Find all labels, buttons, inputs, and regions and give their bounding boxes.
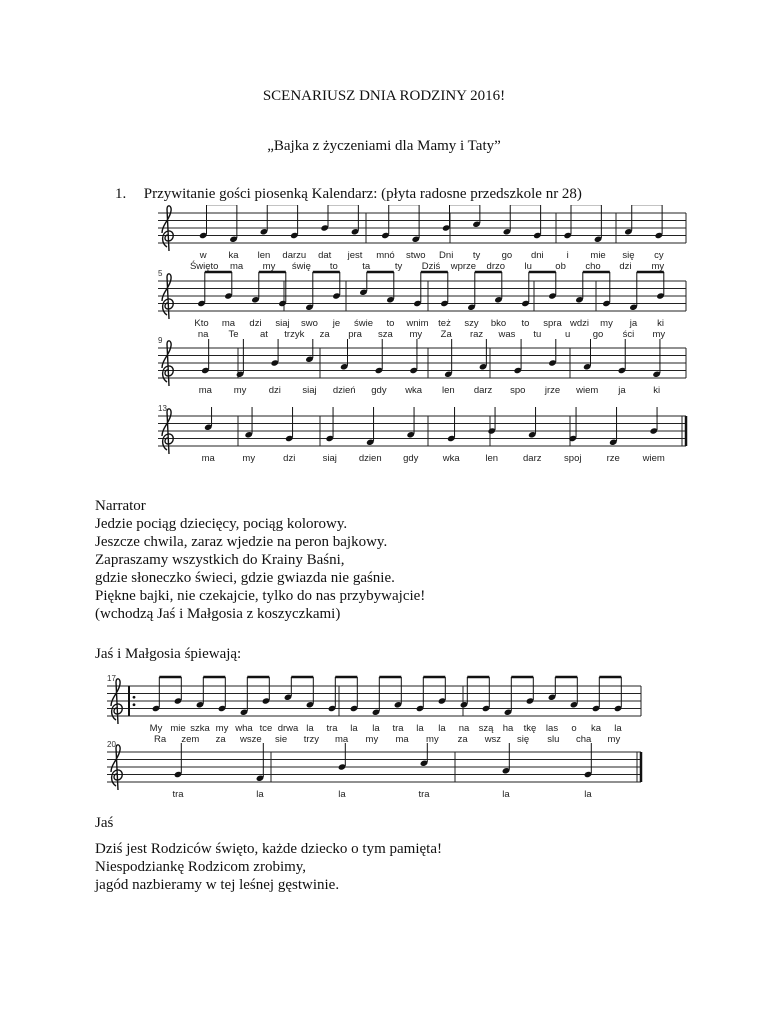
lyric-syllable: wiem (576, 385, 599, 396)
lyric-syllable: la (350, 723, 358, 734)
lyric-syllable: wsze (240, 734, 262, 745)
lyric-syllable: za (457, 734, 468, 745)
lyric-syllable: la (502, 789, 510, 800)
lyric-syllable: at (259, 329, 268, 340)
lyric-syllable: mnó (376, 250, 395, 261)
lyric-syllable: was (498, 329, 516, 340)
lyric-syllable: go (592, 329, 604, 340)
lyric-syllable: wsz (484, 734, 502, 745)
lyric-syllable: tkę (523, 723, 537, 734)
lyric-syllable: la (306, 723, 314, 734)
lyric-syllable: w (199, 250, 207, 261)
lyric-syllable: drwa (277, 723, 299, 734)
lyric-syllable: siaj (275, 318, 290, 329)
song-intro: Jaś i Małgosia śpiewają: (95, 646, 242, 662)
measure-number: 13 (158, 404, 167, 413)
lyric-syllable: tu (533, 329, 542, 340)
measure-number: 5 (158, 269, 163, 278)
lyric-syllable: len (485, 453, 499, 464)
lyric-syllable: ki (653, 385, 661, 396)
lyric-syllable: u (565, 329, 571, 340)
sheet-music-kalendarz (138, 205, 710, 467)
lyric-syllable: ka (590, 723, 602, 734)
narrator-speaker: Narrator (95, 498, 146, 514)
lyric-syllable: my (409, 329, 423, 340)
lyric-syllable: la (584, 789, 592, 800)
repeat-dot (133, 696, 136, 699)
lyric-syllable: swo (301, 318, 318, 329)
lyric-syllable: slu (547, 734, 560, 745)
narrator-line-2: Jeszcze chwila, zaraz wjedzie na peron bajkowy. (95, 534, 388, 550)
lyric-syllable: je (332, 318, 341, 329)
lyric-syllable: szka (190, 723, 210, 734)
lyric-syllable: trzyk (284, 329, 305, 340)
lyric-syllable: ma (395, 734, 409, 745)
lyric-syllable: my (215, 723, 229, 734)
lyric-syllable: sza (378, 329, 393, 340)
lyric-syllable: dzien (358, 453, 382, 464)
lyric-syllable: las (545, 723, 559, 734)
lyric-syllable: Ra (154, 734, 167, 745)
jas-line-2: Niespodziankę Rodzicom zrobimy, (95, 859, 307, 875)
lyric-syllable: my (600, 318, 613, 329)
lyric-syllable: Dni (439, 250, 454, 261)
lyric-syllable: też (438, 318, 451, 329)
lyric-syllable: tra (172, 789, 184, 800)
lyric-syllable: siaj (322, 453, 337, 464)
lyric-syllable: się (622, 250, 635, 261)
document-title: SCENARIUSZ DNIA RODZINY 2016! (262, 88, 506, 104)
lyric-syllable: Za (440, 329, 452, 340)
sheet-music-jas-malgosia (95, 670, 655, 808)
lyric-syllable: na (197, 329, 209, 340)
lyric-syllable: dzi (619, 261, 632, 272)
lyric-syllable: ta (362, 261, 371, 272)
lyric-syllable: wiem (642, 453, 665, 464)
lyric-syllable: la (338, 789, 346, 800)
lyric-syllable: świe (353, 318, 374, 329)
lyric-syllable: wnim (406, 318, 429, 329)
lyric-syllable: my (233, 385, 247, 396)
lyric-syllable: cho (585, 261, 601, 272)
lyric-syllable: wprze (450, 261, 477, 272)
lyric-syllable: zem (181, 734, 200, 745)
lyric-syllable: ki (657, 318, 664, 329)
lyric-syllable: wdzi (569, 318, 590, 329)
item-1 (115, 186, 582, 203)
lyric-syllable: len (442, 385, 455, 396)
lyric-syllable: ty (472, 250, 481, 261)
lyric-syllable: ja (618, 385, 626, 396)
lyric-syllable: za (215, 734, 226, 745)
lyric-syllable: wka (405, 385, 423, 396)
lyric-syllable: dat (318, 250, 332, 261)
narrator-line-5: Piękne bajki, nie czekajcie, tylko do nas przybywajcie! (95, 588, 426, 604)
lyric-syllable: la (416, 723, 424, 734)
lyric-syllable: to (386, 318, 395, 329)
lyric-syllable: drzo (486, 261, 506, 272)
lyric-syllable: la (372, 723, 380, 734)
lyric-syllable: tce (259, 723, 273, 734)
lyric-syllable: ma (198, 385, 212, 396)
document-subtitle: „Bajka z życzeniami dla Mamy i Taty” (267, 138, 501, 154)
lyric-syllable: siaj (302, 385, 317, 396)
lyric-syllable: ma (221, 318, 236, 329)
lyric-syllable: ja (629, 318, 638, 329)
lyric-syllable: o (571, 723, 577, 734)
lyric-syllable: jest (347, 250, 363, 261)
sheet-music-kalendarz-svg (138, 205, 710, 467)
lyric-syllable: lu (524, 261, 532, 272)
item-1-text: Przywitanie gości piosenką Kalendarz: (płyta radosne przedszkole nr 28) (143, 186, 582, 202)
lyric-syllable: pra (348, 329, 362, 340)
item-1-number: 1. (115, 186, 127, 202)
lyric-syllable: la (438, 723, 446, 734)
lyric-syllable: my (365, 734, 379, 745)
lyric-syllable: na (458, 723, 470, 734)
narrator-line-4: gdzie słoneczko świeci, gdzie gwiazda nie gaśnie. (95, 570, 395, 586)
lyric-syllable: szą (478, 723, 494, 734)
measure-number: 20 (107, 740, 116, 749)
lyric-syllable: świę (291, 261, 311, 272)
lyric-syllable: spo (510, 385, 526, 396)
lyric-syllable: Święto (189, 261, 219, 272)
lyric-syllable: rze (606, 453, 620, 464)
lyric-syllable: trzy (303, 734, 320, 745)
lyric-syllable: my (651, 261, 665, 272)
lyric-syllable: bko (490, 318, 507, 329)
lyric-syllable: to (521, 318, 530, 329)
lyric-syllable: raz (469, 329, 484, 340)
lyric-syllable: dzi (268, 385, 281, 396)
lyric-syllable: Dziś (421, 261, 441, 272)
lyric-syllable: gdy (403, 453, 419, 464)
lyric-syllable: darz (473, 385, 493, 396)
lyric-syllable: go (501, 250, 513, 261)
lyric-syllable: tra (418, 789, 430, 800)
lyric-syllable: my (426, 734, 439, 745)
lyric-syllable: dzień (332, 385, 356, 396)
lyric-syllable: wka (442, 453, 460, 464)
lyric-syllable: stwo (406, 250, 426, 261)
lyric-syllable: my (652, 329, 666, 340)
lyric-syllable: Te (228, 329, 239, 340)
lyric-syllable: ka (228, 250, 239, 261)
lyric-syllable: ma (201, 453, 215, 464)
lyric-syllable: ma (335, 734, 349, 745)
lyric-syllable: spoj (564, 453, 582, 464)
lyric-syllable: sie (275, 734, 288, 745)
lyric-syllable: dni (530, 250, 544, 261)
lyric-syllable: my (607, 734, 621, 745)
lyric-syllable: la (256, 789, 264, 800)
lyric-syllable: ha (502, 723, 514, 734)
lyric-syllable: gdy (371, 385, 387, 396)
lyric-syllable: to (329, 261, 338, 272)
lyric-syllable: my (262, 261, 276, 272)
repeat-dot (133, 703, 136, 706)
lyric-syllable: mie (590, 250, 606, 261)
jas-line-1: Dziś jest Rodziców święto, każde dziecko o tym pamięta! (95, 841, 442, 857)
lyric-syllable: mie (170, 723, 186, 734)
lyric-syllable: len (257, 250, 271, 261)
sheet-music-jas-malgosia-svg (95, 670, 655, 808)
lyric-syllable: wha (235, 723, 253, 734)
lyric-syllable: my (242, 453, 256, 464)
lyric-syllable: darzu (282, 250, 307, 261)
lyric-syllable: cy (654, 250, 664, 261)
lyric-syllable: darz (523, 453, 542, 464)
lyric-syllable: ty (394, 261, 403, 272)
jas-line-3: jagód nazbieramy w tej leśnej gęstwinie. (95, 877, 340, 893)
lyric-syllable: dzi (249, 318, 262, 329)
lyric-syllable: jrze (544, 385, 561, 396)
lyric-syllable: ści (622, 329, 635, 340)
lyric-syllable: la (614, 723, 622, 734)
lyric-syllable: tra (326, 723, 338, 734)
lyric-syllable: ob (555, 261, 566, 272)
jas-speaker: Jaś (95, 815, 114, 831)
lyric-syllable: tra (392, 723, 404, 734)
lyric-syllable: My (149, 723, 163, 734)
lyric-syllable: Kto (194, 318, 209, 329)
lyric-syllable: za (319, 329, 330, 340)
lyric-syllable: się (517, 734, 530, 745)
lyric-syllable: cha (575, 734, 592, 745)
lyric-syllable: dzi (283, 453, 296, 464)
lyric-syllable: szy (464, 318, 479, 329)
lyric-syllable: i (566, 250, 569, 261)
measure-number: 9 (158, 336, 163, 345)
lyric-syllable: ma (229, 261, 244, 272)
narrator-line-1: Jedzie pociąg dziecięcy, pociąg kolorowy. (95, 516, 348, 532)
lyric-syllable: spra (543, 318, 562, 329)
narrator-line-3: Zapraszamy wszystkich do Krainy Baśni, (95, 552, 345, 568)
measure-number: 17 (107, 674, 116, 683)
narrator-line-6: (wchodzą Jaś i Małgosia z koszyczkami) (95, 606, 341, 622)
